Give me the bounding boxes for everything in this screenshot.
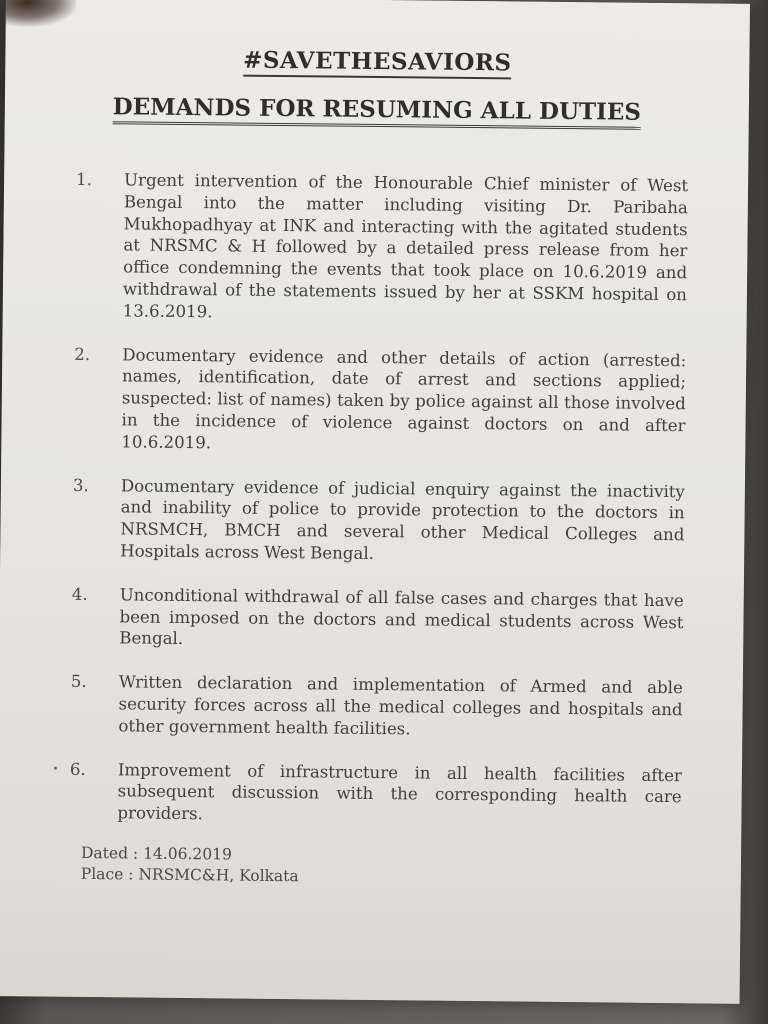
demand-text: Documentary evidence and other details of action (arrested: names, identification, date of arrest and sections applied; suspected: list of names) taken by police against all those involved in the incidence of violence against doctors on and after 10.6.2019.: [121, 344, 687, 453]
document-subtitle-text: DEMANDS FOR RESUMING ALL DUTIES: [113, 93, 642, 130]
demand-item-6: [53, 758, 682, 830]
place-line: Place : NRSMC&H, Kolkata: [80, 864, 299, 886]
demand-text: Documentary evidence of judicial enquiry against the inactivity and inability of police to provide protection to the doctors in NRSMCH, BMCH and several other Medical Colleges and Hospitals across West Bengal.: [120, 475, 685, 563]
document-footer: [81, 843, 299, 887]
stray-mark: [54, 767, 57, 770]
demand-number: 5.: [70, 671, 87, 692]
demand-item-3: [56, 474, 685, 568]
demand-number: 2.: [74, 344, 91, 364]
demand-item-5: [54, 671, 683, 743]
demand-text: Urgent intervention of the Honourable Chief minister of West Bengal into the matter including visiting Dr. Paribaha Mukhopadhyay at INK and interacting with the agitated students at NRSMC & H followed by a detailed press release from her office condemning the events that took place on 10.6.2019 and withdrawal of the statements issued by her at SSKM hospital on 13.6.2019.: [122, 170, 689, 322]
demand-text: Written declaration and implementation of Armed and able security forces across all the medical colleges and hospitals and other government health facilities.: [118, 672, 683, 739]
demand-number: 1.: [76, 169, 93, 190]
demand-item-4: [55, 583, 684, 655]
finger-shadow: [6, 0, 76, 27]
demand-number: 3.: [72, 475, 89, 495]
demand-text: Unconditional withdrawal of all false cases and charges that have been imposed on the doctors and medical students across West Bengal.: [119, 585, 684, 649]
dated-line: Dated : 14.06.2019: [80, 843, 232, 864]
demands-list: [53, 169, 688, 852]
document-title: [5, 44, 749, 79]
document-title-text: #SAVETHESAVIORS: [243, 47, 512, 80]
demand-number: 6.: [69, 759, 86, 779]
demand-item-1: [59, 169, 689, 328]
demand-item-2: [57, 343, 686, 459]
demand-number: 4.: [71, 584, 88, 604]
document-subtitle: [5, 92, 749, 127]
demand-text: Improvement of infrastructure in all health facilities after subsequent discussion with the corresponding health care providers.: [117, 759, 682, 824]
